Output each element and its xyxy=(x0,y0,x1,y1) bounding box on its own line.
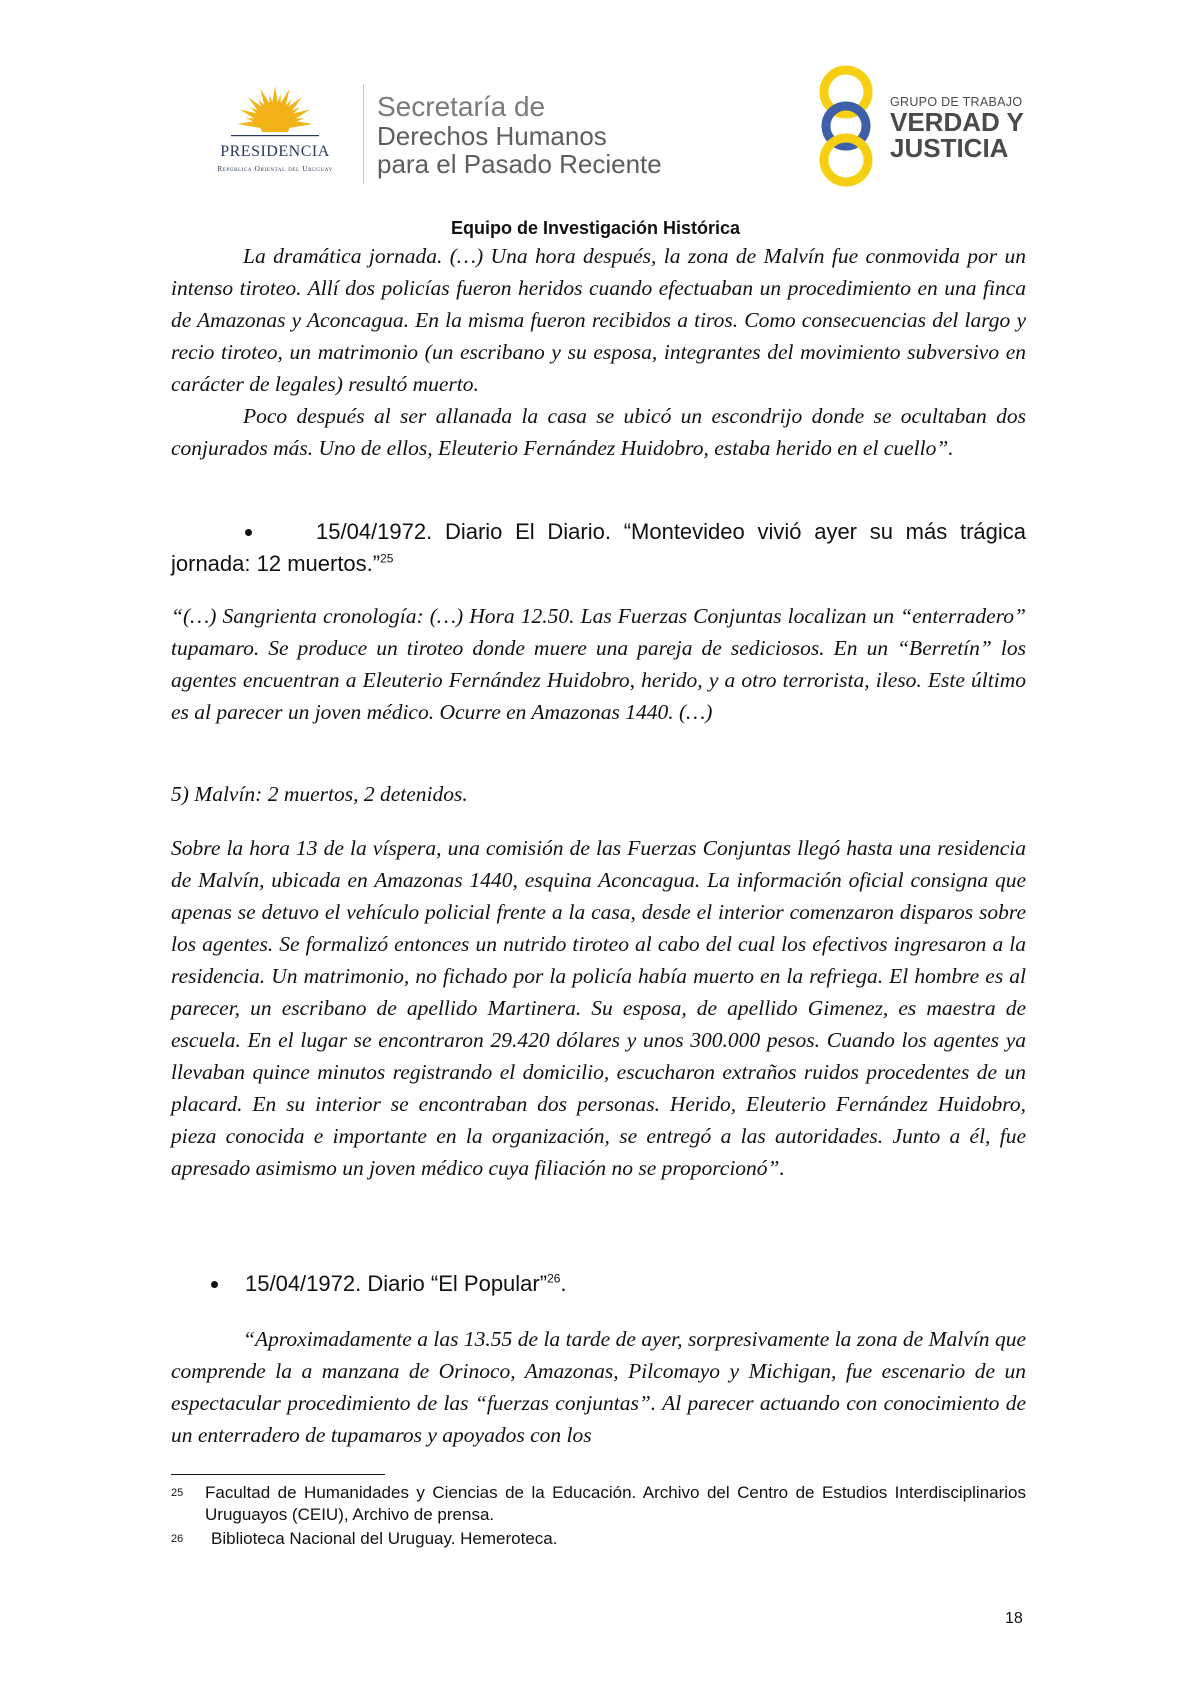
presidencia-name: PRESIDENCIA xyxy=(220,143,330,160)
quote-paragraph-4: Sobre la hora 13 de la víspera, una comisión de las Fuerzas Conjuntas llegó hasta una residencia de Malvín, ubicada en Amazonas 1440, esquina Aconcagua. La información oficial consigna que apenas se detuvo el vehículo policial frente a la casa, desde el interior comenzaron disparos sobre los agentes. Se formalizó entonces un nutrido tiroteo al cabo del cual los efectivos ingresaron a la residencia. Un matrimonio, no fichado por la policía había muerto en la refriega. El hombre es al parecer, un escribano de apellido Martinera. Su esposa, de apellido Gimenez, es maestra de escuela. En el lugar se encontraron 29.420 dólares y unos 300.000 pesos. Cuando los agentes ya llevaban quince minutos registrando el domicilio, escucharon extraños ruidos procedentes de un placard. En su interior se encontraban dos personas. Herido, Eleuterio Fernández Huidobro, pieza conocida e importante en la organización, se entregó a las autoridades. Junto a él, fue apresado asimismo un joven médico cuya filiación no se proporcionó”. xyxy=(171,836,1026,1180)
bullet-2-text: 15/04/1972. Diario “El Popular” xyxy=(245,1271,548,1296)
footnote-26-number: 26 xyxy=(171,1533,184,1545)
secretaria-line-2: Derechos Humanos xyxy=(377,121,607,151)
bullet-1-text: 15/04/1972. Diario El Diario. “Montevideo vivió ayer su más trágica jornada: 12 muertos.” xyxy=(171,519,1026,576)
bullet-dot-2 xyxy=(211,1281,218,1288)
secretaria-line-3: para el Pasado Reciente xyxy=(377,149,662,179)
presidencia-subtitle: República Oriental del Uruguay xyxy=(217,164,333,173)
header-divider xyxy=(363,84,364,184)
header-right xyxy=(812,62,1032,192)
presidencia-sun-logo xyxy=(195,80,355,190)
secretaria-title xyxy=(377,92,662,178)
footnote-25-text: Facultad de Humanidades y Ciencias de la Educación. Archivo del Centro de Estudios Interdisciplinarios Uruguayos (CEIU), Archivo de prensa. xyxy=(205,1483,1026,1524)
footnote-26 xyxy=(171,1528,1026,1550)
page-number: 18 xyxy=(1005,1610,1023,1627)
verdad-justicia-rings-logo xyxy=(812,62,892,192)
quote-paragraph-2: Poco después al ser allanada la casa se ubicó un escondrijo donde se ocultaban dos conjurados más. Uno de ellos, Eleuterio Fernández Huidobro, estaba herido en el cuello”. xyxy=(171,404,1026,460)
footnote-25 xyxy=(171,1482,1026,1526)
grupo-line-2: VERDAD Y xyxy=(890,107,1024,137)
grupo-line-3: JUSTICIA xyxy=(890,133,1009,163)
footnote-ref-25: 25 xyxy=(380,551,394,566)
grupo-line-1: GRUPO DE TRABAJO xyxy=(890,95,1023,109)
bullet-item-2 xyxy=(245,1268,567,1300)
team-heading: Equipo de Investigación Histórica xyxy=(450,218,741,238)
quote-paragraph-5: “Aproximadamente a las 13.55 de la tarde de ayer, sorpresivamente la zona de Malvín que comprende la a manzana de Orinoco, Amazonas, Pilcomayo y Michigan, fue escenario de un espectacular procedimiento de las “fuerzas conjuntas”. Al parecer actuando con conocimiento de un enterradero de tupamaros y apoyados con los xyxy=(171,1327,1026,1447)
quote-paragraph-1: La dramática jornada. (…) Una hora después, la zona de Malvín fue conmovida por un intenso tiroteo. Allí dos policías fueron heridos cuando efectuaban un procedimiento en una finca de Amazonas y Aconcagua. En la misma fueron recibidos a tiros. Como consecuencias del largo y recio tiroteo, un matrimonio (un escribano y su esposa, integrantes del movimiento subversivo en carácter de legales) resultó muerto. xyxy=(171,244,1026,396)
footnote-26-text: Biblioteca Nacional del Uruguay. Hemeroteca. xyxy=(211,1529,558,1548)
bullet-2-tail: . xyxy=(560,1271,567,1296)
header-left xyxy=(195,80,715,190)
footnote-25-number: 25 xyxy=(171,1487,184,1499)
subheading-malvin: 5) Malvín: 2 muertos, 2 detenidos. xyxy=(171,782,468,806)
bullet-item-1 xyxy=(171,516,1026,580)
footnote-ref-26: 26 xyxy=(547,1271,561,1286)
quote-paragraph-3: “(…) Sangrienta cronología: (…) Hora 12.50. Las Fuerzas Conjuntas localizan un “enterradero” tupamaro. Se produce un tiroteo donde muere una pareja de sediciosos. En un “Berretín” los agentes encuentran a Eleuterio Fernández Huidobro, herido, y a otro terrorista, ileso. Este último es al parecer un joven médico. Ocurre en Amazonas 1440. (…) xyxy=(171,604,1026,724)
footnote-rule xyxy=(171,1474,385,1475)
secretaria-line-1: Secretaría de xyxy=(377,91,546,122)
